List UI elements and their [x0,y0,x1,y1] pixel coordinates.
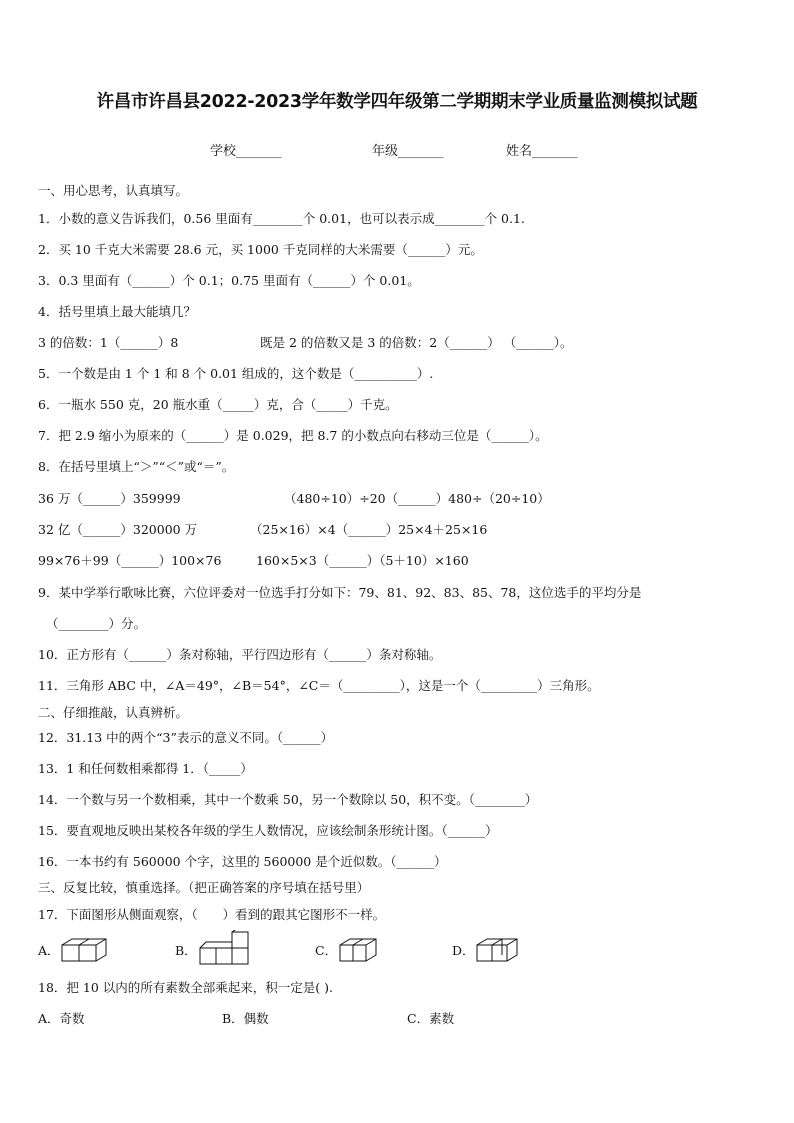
question-13: 13．1 和任何数相乘都得 1．（_____） [38,761,253,776]
question-8-row3-left: 99×76＋99（______）100×76 [38,553,222,568]
option-a-label: A． [38,943,60,958]
question-4-part-b: 既是 2 的倍数又是 3 的倍数：2（______） （______）。 [260,335,573,350]
question-6: 6．一瓶水 550 克，20 瓶水重（_____）克，合（_____）千克。 [38,397,398,412]
question-8-row3-right: 160×5×3（______）（5＋10）×160 [256,553,469,568]
option-a-odd: A．奇数 [38,1011,85,1026]
question-9: 9．某中学举行歌咏比赛，六位评委对一位选手打分如下：79、81、92、83、85、78，这位选手的平均分是 [38,585,642,600]
option-b-even: B．偶数 [222,1011,269,1026]
section-2-heading: 二、仔细推敲，认真辨析。 [38,705,189,720]
question-14: 14．一个数与另一个数相乘，其中一个数乘 50，另一个数除以 50，积不变。（________） [38,792,538,807]
option-b-label: B． [175,943,197,958]
question-5: 5．一个数是由 1 个 1 和 8 个 0.01 组成的，这个数是（__________）. [38,366,434,381]
school-field[interactable]: 学校_______ [210,144,282,159]
question-9-answer: （________）分。 [46,616,147,631]
question-8-row2-left: 32 亿（______）320000 万 [38,522,198,537]
question-4-part-a: 3 的倍数：1（______）8 [38,335,179,350]
question-12: 12．31.13 中的两个“3”表示的意义不同。（______） [38,730,334,745]
cube-figure-c [338,935,380,965]
question-17: 17．下面图形从侧面观察，（ ）看到的跟其它图形不一样。 [38,907,386,922]
grade-field[interactable]: 年级_______ [372,144,444,159]
option-d-label: D． [452,943,475,958]
question-15: 15．要直观地反映出某校各年级的学生人数情况，应该绘制条形统计图。（______） [38,823,498,838]
question-2: 2．买 10 千克大米需要 28.6 元，买 1000 千克同样的大米需要（______）元。 [38,242,483,257]
cube-figure-b [198,930,250,966]
option-c-prime: C．素数 [407,1011,455,1026]
question-1: 1．小数的意义告诉我们，0.56 里面有________个 0.01，也可以表示成________个 0.1. [38,211,525,226]
question-18: 18．把 10 以内的所有素数全部乘起来，积一定是( ). [38,980,333,995]
question-8-row1-left: 36 万（______）359999 [38,491,181,506]
page-title: 许昌市许昌县2022-2023学年数学四年级第二学期期末学业质量监测模拟试题 [96,92,698,112]
question-8-row2-right: （25×16）×4（______）25×4＋25×16 [250,522,488,537]
question-10: 10．正方形有（______）条对称轴，平行四边形有（______）条对称轴。 [38,647,442,662]
section-3-heading: 三、反复比较，慎重选择。（把正确答案的序号填在括号里） [38,880,370,895]
question-8-row1-right: （480÷10）÷20（______）480÷（20÷10） [284,491,550,506]
question-16: 16．一本书约有 560000 个字，这里的 560000 是个近似数。（______） [38,854,447,869]
question-7: 7．把 2.9 缩小为原来的（______）是 0.029，把 8.7 的小数点向右移动三位是（______）。 [38,428,548,443]
section-1-heading: 一、用心思考，认真填写。 [38,183,189,198]
question-11: 11．三角形 ABC 中，∠A＝49°，∠B＝54°，∠C＝（_________），这是一个（_________）三角形。 [38,678,600,693]
question-4: 4．括号里填上最大能填几？ [38,304,196,319]
question-8: 8．在括号里填上“＞”“＜”或“＝”。 [38,459,235,474]
cube-figure-a [60,935,110,965]
option-c-label: C． [315,943,338,958]
question-3: 3．0.3 里面有（______）个 0.1；0.75 里面有（______）个 0.01。 [38,273,420,288]
cube-figure-d [475,935,521,965]
name-field[interactable]: 姓名_______ [506,144,578,159]
